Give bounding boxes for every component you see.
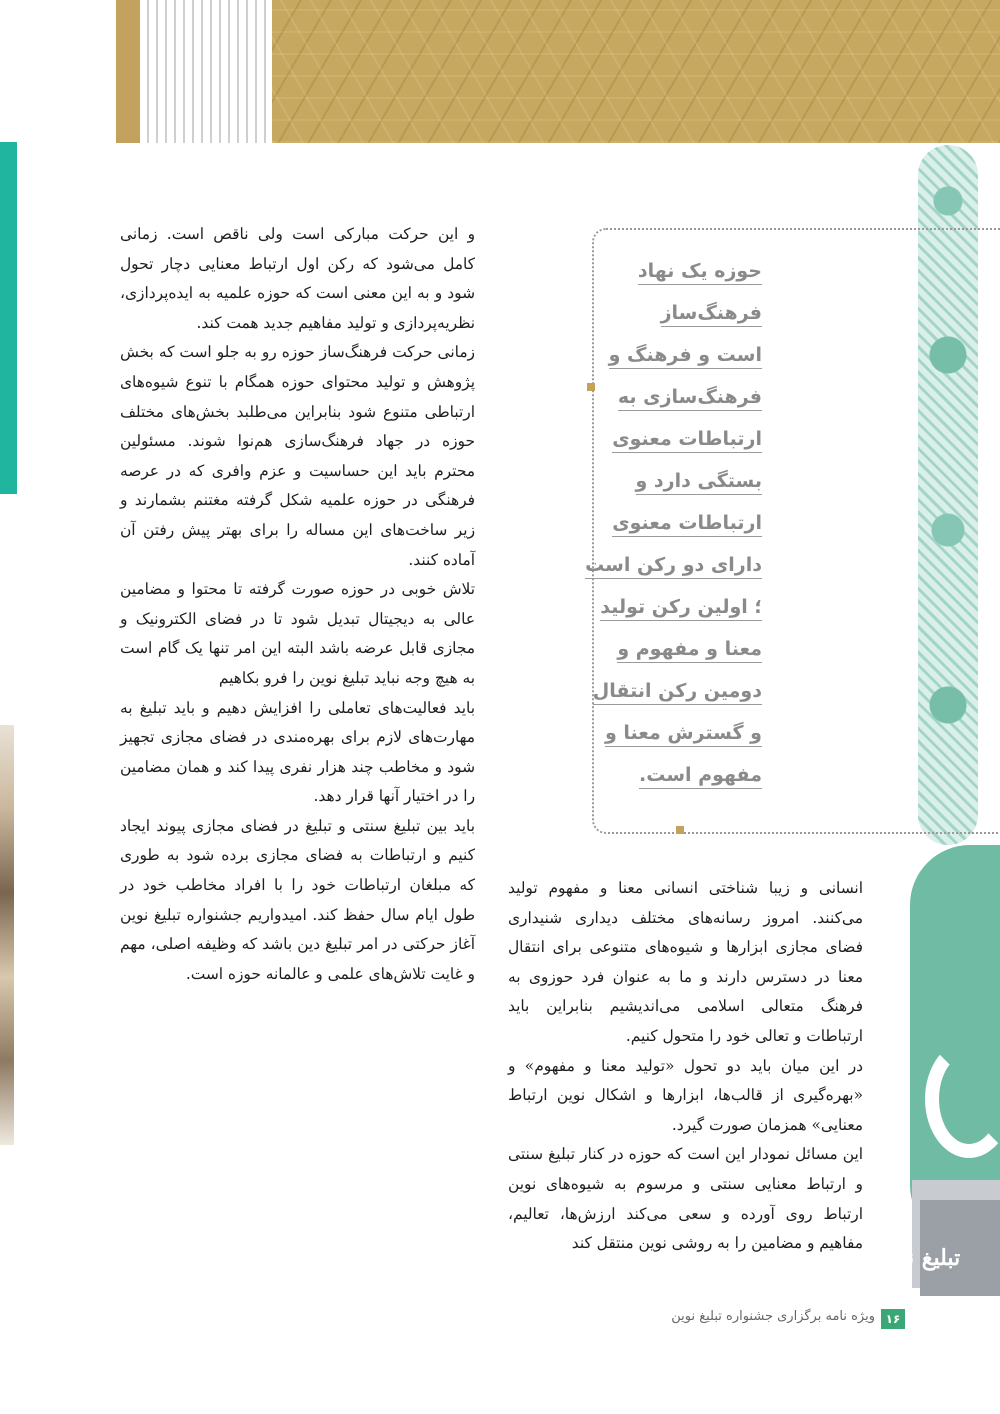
header-stripes <box>140 0 272 143</box>
pull-quote-marker <box>587 383 595 391</box>
body-column-left <box>120 220 475 989</box>
pull-quote-line: ارتباطات معنوی <box>600 504 762 546</box>
pull-quote-line: دومین رکن انتقال <box>600 672 762 714</box>
logo: تبلیغ نوین <box>873 1245 961 1271</box>
pull-quote-line: ؛ اولین رکن تولید <box>600 588 762 630</box>
body-paragraph: تلاش خوبی در حوزه صورت گرفته تا محتوا و مضامین عالی به دیجیتال تبدیل شود تا در فضای الکترونیک و مجازی قابل عرضه باشد البته این امر تنها یک گام است به هیچ وجه نباید تبلیغ نوین را فرو بکاهیم <box>120 580 475 687</box>
pull-quote-line: مفهوم است. <box>600 756 762 798</box>
body-paragraph: باید فعالیت‌های تعاملی را افزایش دهیم و باید تبلیغ به مهارت‌های لازم برای بهره‌مندی در فضای مجازی تجهیز شود و مخاطب چند هزار نفری پیدا کند و همان مضامین را در اختیار آنها قرار دهد. <box>120 698 475 806</box>
body-paragraph: و این حرکت مبارکی است ولی ناقص است. زمانی کامل می‌شود که رکن اول ارتباط معنایی دچار تحول شود و به این معنی است که حوزه علمیه به ایده‌پردازی، نظریه‌پردازی و تولید مفاهیم جدید همت کند. <box>120 225 475 332</box>
pull-quote-line: فرهنگ‌ساز <box>600 294 762 336</box>
pull-quote-marker <box>676 826 684 834</box>
body-paragraph: زمانی حرکت فرهنگ‌ساز حوزه رو به جلو است که بخش پژوهش و تولید محتوای حوزه همگام با تنوع شیوه‌های ارتباطی متنوع شود بنابراین می‌طلبد بخش‌های مختلف حوزه در جهاد فرهنگ‌سازی هم‌نوا شوند. مسئولین محترم باید این حساسیت و عزم وافری که در عرصه فرهنگی در حوزه علمیه شکل گرفته مغتنم بشمارند و زیر ساخت‌های این مساله را برای بهتر پیش رفتن آن آماده کنند. <box>120 343 475 569</box>
pull-quote-line: معنا و مفهوم و <box>600 630 762 672</box>
left-edge-photo <box>0 725 14 1145</box>
page-number-badge: ۱۶ <box>881 1309 905 1329</box>
body-column-right <box>508 874 863 1259</box>
footer-publication-title: ویژه نامه برگزاری جشنواره تبلیغ نوین <box>671 1309 875 1324</box>
pull-quote-line: فرهنگ‌سازی به <box>600 378 762 420</box>
body-paragraph: این مسائل نمودار این است که حوزه در کنار تبلیغ سنتی و ارتباط معنایی سنتی و مرسوم به شیوه‌های نوین ارتباط روی آورده و سعی می‌کند ارزش‌ها، تعالیم، مفاهیم و مضامین را به روشی نوین منتقل کند <box>508 1145 863 1253</box>
pull-quote-line: ارتباطات معنوی <box>600 420 762 462</box>
pull-quote-line: حوزه یک نهاد <box>600 252 762 294</box>
pull-quote <box>585 252 762 798</box>
body-paragraph: در این میان باید دو تحول «تولید معنا و مفهوم» و «بهره‌گیری از قالب‌ها، ابزارها و اشکال نوین ارتباط معنایی» همزمان صورت گیرد. <box>508 1056 863 1134</box>
body-paragraph: باید بین تبلیغ سنتی و تبلیغ در فضای مجازی پیوند ایجاد کنیم و ارتباطات به فضای مجازی برده شود به طوری که مبلغان ارتباطات خود را با افراد مخاطب خود در طول ایام سال حفظ کند. امیدواریم جشنواره تبلیغ نوین آغاز حرکتی در امر تبلیغ دین باشد که وظیفه اصلی، مهم و غایت تلاش‌های علمی و عالمانه حوزه است. <box>120 816 475 983</box>
header-islamic-pattern <box>272 0 1000 143</box>
pull-quote-line: دارای دو رکن است <box>600 546 762 588</box>
header-gold-band <box>116 0 140 143</box>
pull-quote-line: و گسترش معنا و <box>600 714 762 756</box>
left-teal-bar <box>0 142 17 494</box>
body-paragraph: انسانی و زیبا شناختی انسانی معنا و مفهوم تولید می‌کنند. امروز رسانه‌های مختلف دیداری شنیداری فضای مجازی ابزارها و شیوه‌های متنوعی برای انتقال معنا در دسترس دارند و ما به عنوان فرد حوزوی به فرهنگ متعالی اسلامی می‌اندیشیم بنابراین باید ارتباطات و تعالی خود را متحول کنیم. <box>508 879 863 1045</box>
pull-quote-line: بستگی دارد و <box>600 462 762 504</box>
pull-quote-line: است و فرهنگ و <box>600 336 762 378</box>
